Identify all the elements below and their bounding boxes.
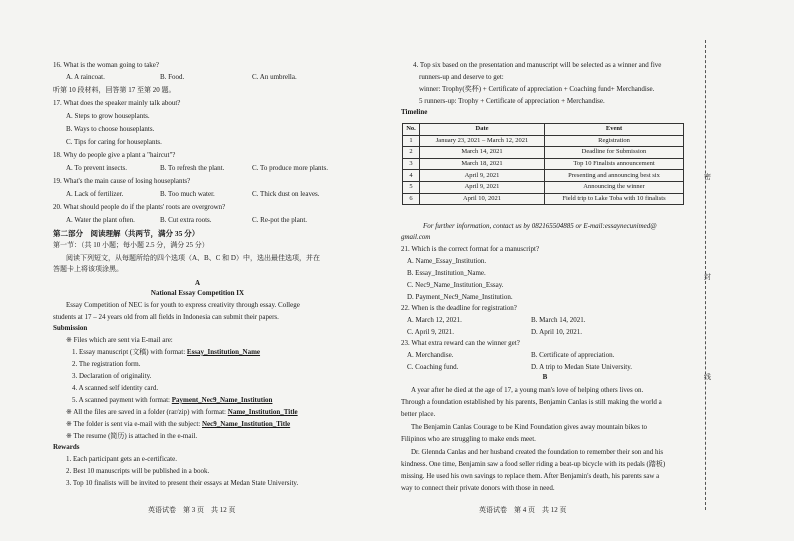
item-4: 4. A scanned self identity card. xyxy=(72,384,159,392)
question-20: 20. What should people do if the plants' roots are overgrown? xyxy=(53,203,226,211)
question-16: 16. What is the woman going to take? xyxy=(53,61,160,69)
cell-no: 3 xyxy=(403,158,420,170)
intro-line-2: students at 17 – 24 years old from all fields in Indonesia can submit their papers. xyxy=(53,313,279,321)
rewards-heading: Rewards xyxy=(53,443,80,451)
q16-option-b: B. Food. xyxy=(160,73,185,81)
q18-option-b: B. To refresh the plant. xyxy=(160,164,225,172)
para-line-6: Dr. Glennda Canlas and her husband created the foundation to remember their son and his xyxy=(411,448,664,456)
reward-1: 1. Each participant gets an e-certificate. xyxy=(66,455,177,463)
item-5: 5. A scanned payment with format: Payment_Nec9_Name_Institution xyxy=(72,396,273,404)
table-row xyxy=(403,193,684,205)
left-page xyxy=(0,0,395,541)
table-header-row xyxy=(403,124,684,136)
q20-option-c: C. Re-pot the plant. xyxy=(252,216,308,224)
question-18: 18. Why do people give a plant a "haircut"? xyxy=(53,151,176,159)
q21-option-d: D. Payment_Nec9_Name_Institution. xyxy=(407,293,513,301)
passage-a-label: A xyxy=(194,279,201,287)
resume-note: ※ The resume (简历) is attached in the e-mail. xyxy=(66,432,198,440)
contact-line-cont: gmail.com xyxy=(401,233,431,241)
q22-option-a: A. March 12, 2021. xyxy=(407,316,462,324)
q19-option-b: B. Too much water. xyxy=(160,190,215,198)
cell-date: March 14, 2021 xyxy=(420,147,545,159)
table-row xyxy=(403,135,684,147)
q22-option-d: D. April 10, 2021. xyxy=(531,328,582,336)
seal-mark-3: 线 xyxy=(704,373,711,381)
header-event: Event xyxy=(545,124,684,136)
winner-prize: winner: Trophy(奖杯) + Certificate of appreciation + Coaching fund+ Merchandise. xyxy=(419,85,655,93)
q23-option-d: D. A trip to Medan State University. xyxy=(531,363,633,371)
q17-option-b: B. Ways to choose houseplants. xyxy=(66,125,155,133)
q20-option-a: A. Water the plant often. xyxy=(66,216,135,224)
folder-note: ※ All the files are saved in a folder (rar/zip) with format: Name_Institution_Title xyxy=(66,408,298,416)
reward-4: 4. Top six based on the presentation and manuscript will be selected as a winner and five xyxy=(413,61,662,69)
q18-option-c: C. To produce more plants. xyxy=(252,164,328,172)
files-note: ※ Files which are sent via E-mail are: xyxy=(66,336,173,344)
item-3: 3. Declaration of originality. xyxy=(72,372,152,380)
question-17: 17. What does the speaker mainly talk about? xyxy=(53,99,181,107)
cell-event: Registration xyxy=(545,135,684,147)
q20-option-b: B. Cut extra roots. xyxy=(160,216,212,224)
section-one-heading: 第一节：（共 10 小题；每小题 2.5 分，满分 25 分） xyxy=(53,241,209,249)
q16-option-a: A. A raincoat. xyxy=(66,73,105,81)
intro-line-1: Essay Competition of NEC is for youth to express creativity through essay. College xyxy=(66,301,300,309)
reading-instruction-cont: 答题卡上将该项涂黑。 xyxy=(53,265,123,273)
para-line-8: missing. He used his own savings to replace them. After Benjamin's death, his parents saw a xyxy=(401,472,660,480)
q18-option-a: A. To prevent insects. xyxy=(66,164,128,172)
question-23: 23. What extra reward can the winner get? xyxy=(401,339,520,347)
question-21: 21. Which is the correct format for a manuscript? xyxy=(401,245,540,253)
q21-option-a: A. Name_Essay_Institution. xyxy=(407,257,487,265)
header-no: No. xyxy=(403,124,420,136)
para-line-9: way to connect their private donors with those in need. xyxy=(401,484,555,492)
item-2: 2. The registration form. xyxy=(72,360,141,368)
table-row xyxy=(403,181,684,193)
passage-b-label: B xyxy=(542,373,548,381)
para-line-4: The Benjamin Canlas Courage to be Kind Foundation gives away mountain bikes to xyxy=(411,423,648,431)
q21-option-c: C. Nec9_Name_Institution_Essay. xyxy=(407,281,504,289)
cell-date: March 18, 2021 xyxy=(420,158,545,170)
submission-heading: Submission xyxy=(53,324,88,332)
q22-option-b: B. March 14, 2021. xyxy=(531,316,586,324)
question-19: 19. What's the main cause of losing houseplants? xyxy=(53,177,191,185)
cell-no: 1 xyxy=(403,135,420,147)
listening-instruction: 听第 10 段材料，回答第 17 至第 20 题。 xyxy=(53,86,176,94)
table-row xyxy=(403,170,684,182)
reward-3: 3. Top 10 finalists will be invited to present their essays at Medan State University. xyxy=(66,479,299,487)
reward-2: 2. Best 10 manuscripts will be published in a book. xyxy=(66,467,210,475)
table-row xyxy=(403,147,684,159)
reading-instruction: 阅读下列短文，从每题所给的四个选项（A、B、C 和 D）中，选出最佳选项，并在 xyxy=(66,254,320,262)
cell-no: 4 xyxy=(403,170,420,182)
cell-event: Top 10 Finalists announcement xyxy=(545,158,684,170)
timeline-title: Timeline xyxy=(401,108,428,116)
passage-a-title: National Essay Competition IX xyxy=(150,289,245,297)
para-line-5: Filipinos who are struggling to make ends meet. xyxy=(401,435,536,443)
q19-option-c: C. Thick dust on leaves. xyxy=(252,190,320,198)
para-line-2: Through a foundation established by his parents, Benjamin Canlas is still making the world a xyxy=(401,398,662,406)
item-1: 1. Essay manuscript (文稿) with format: Essay_Institution_Name xyxy=(72,348,261,356)
seal-mark-2: 封 xyxy=(704,273,711,281)
cell-date: April 9, 2021 xyxy=(420,170,545,182)
para-line-1: A year after he died at the age of 17, a young man's love of helping others lives on. xyxy=(411,386,644,394)
cell-event: Presenting and announcing best six xyxy=(545,170,684,182)
cell-event: Announcing the winner xyxy=(545,181,684,193)
header-date: Date xyxy=(420,124,545,136)
left-footer: 英语试卷 第 3 页 共 12 页 xyxy=(148,506,236,514)
para-line-7: kindness. One time, Benjamin saw a food seller riding a beat-up bicycle with its pedals (踏板) xyxy=(401,460,666,468)
cell-date: April 10, 2021 xyxy=(420,193,545,205)
q17-option-a: A. Steps to grow houseplants. xyxy=(66,112,150,120)
cell-no: 5 xyxy=(403,181,420,193)
part-two-heading: 第二部分 阅读理解（共两节，满分 35 分） xyxy=(53,229,200,238)
contact-line: For further information, contact us by 082165504885 or E-mail:essaynecunimed@ xyxy=(423,222,657,230)
q19-option-a: A. Lack of fertilizer. xyxy=(66,190,124,198)
cell-no: 6 xyxy=(403,193,420,205)
q23-option-a: A. Merchandise. xyxy=(407,351,454,359)
table-row xyxy=(403,158,684,170)
subject-note: ※ The folder is sent via e-mail with the subject: Nec9_Name_Institution_Title xyxy=(66,420,291,428)
reward-4-cont: runners-up and deserve to get: xyxy=(419,73,504,81)
q22-option-c: C. April 9, 2021. xyxy=(407,328,455,336)
cell-event: Deadline for Submission xyxy=(545,147,684,159)
cell-no: 2 xyxy=(403,147,420,159)
para-line-3: better place. xyxy=(401,410,436,418)
timeline-table xyxy=(402,123,684,205)
cell-date: April 9, 2021 xyxy=(420,181,545,193)
q16-option-c: C. An umbrella. xyxy=(252,73,297,81)
q21-option-b: B. Essay_Institution_Name. xyxy=(407,269,486,277)
cell-event: Field trip to Lake Toba with 10 finalists xyxy=(545,193,684,205)
runners-up-prize: 5 runners-up: Trophy + Certificate of appreciation + Merchandise. xyxy=(419,97,605,105)
cell-date: January 23, 2021 – March 12, 2021 xyxy=(420,135,545,147)
q17-option-c: C. Tips for caring for houseplants. xyxy=(66,138,162,146)
q23-option-c: C. Coaching fund. xyxy=(407,363,459,371)
q23-option-b: B. Certificate of appreciation. xyxy=(531,351,615,359)
seal-mark-1: 密 xyxy=(704,173,711,181)
right-page xyxy=(395,0,707,541)
question-22: 22. When is the deadline for registration? xyxy=(401,304,517,312)
right-footer: 英语试卷 第 4 页 共 12 页 xyxy=(479,506,567,514)
